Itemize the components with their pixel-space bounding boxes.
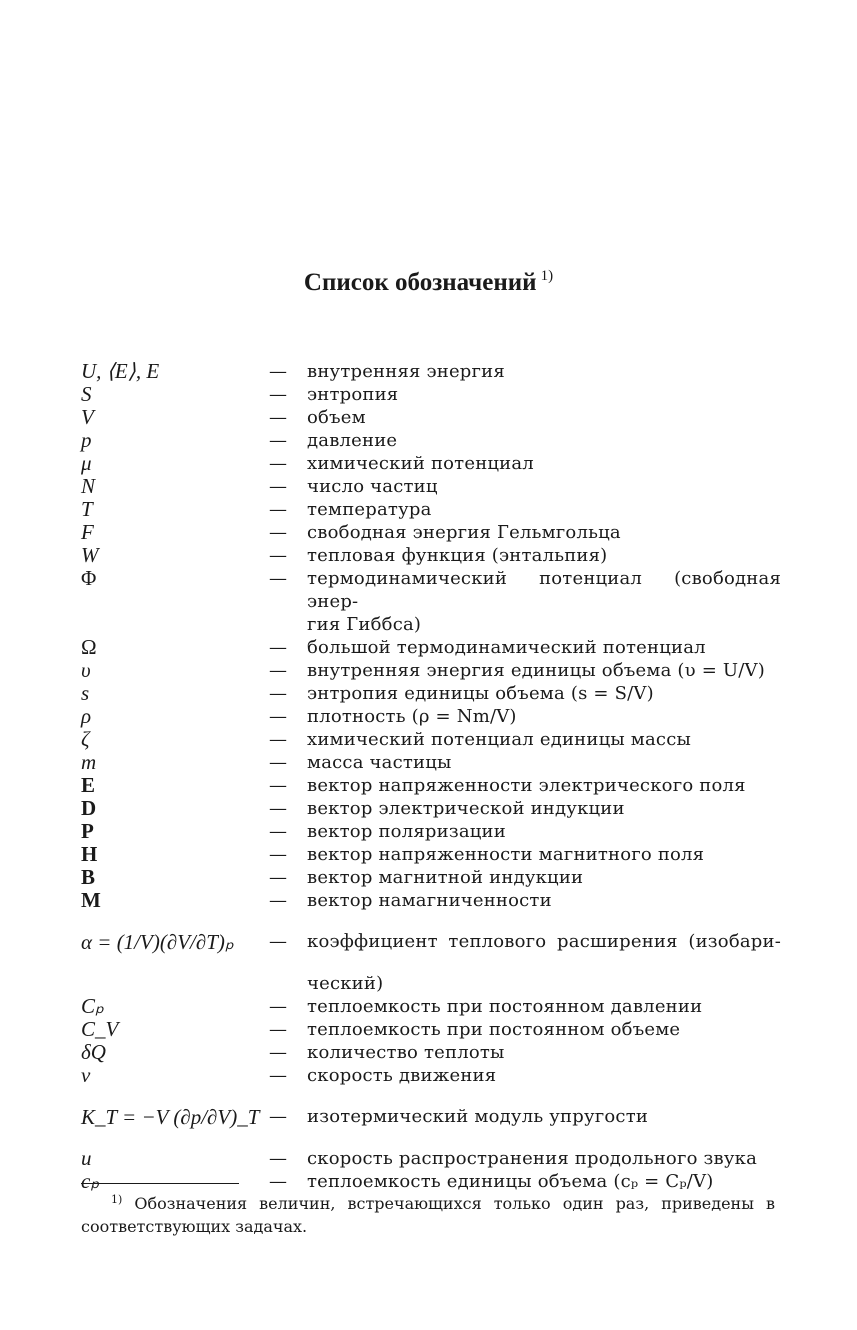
list-item: F — свободная энергия Гельмгольца <box>81 521 781 544</box>
footnote-text: Обозначения величин, встречающихся только один раз, приведены в соответствующих задачах. <box>81 1194 775 1236</box>
title-footnote-mark: 1) <box>540 268 554 284</box>
symbol: υ <box>81 658 91 682</box>
symbol: W <box>81 543 99 567</box>
list-item: m — масса частицы <box>81 751 781 774</box>
symbol: δQ <box>81 1040 106 1064</box>
list-item: U, ⟨E⟩, E — внутренняя энергия <box>81 360 781 383</box>
list-item: Cₚ — теплоемкость при постоянном давлении <box>81 995 781 1018</box>
definition: вектор напряженности магнитного поля <box>307 844 705 865</box>
symbol-formula: K_T = −V (∂p/∂V)_T <box>81 1105 260 1129</box>
definition: большой термодинамический потенциал <box>307 637 706 658</box>
definition: внутренняя энергия единицы объема (υ = U/V) <box>307 660 765 681</box>
definition: масса частицы <box>307 752 452 773</box>
symbol: Cₚ <box>81 994 104 1018</box>
symbol: cₚ <box>81 1169 100 1193</box>
definition: вектор поляризации <box>307 821 506 842</box>
definition: объем <box>307 407 366 428</box>
list-item: α = (1/V)(∂V/∂T)ₚ — коэффициент теплового расширения (изобари- <box>81 912 781 972</box>
definition: внутренняя энергия <box>307 361 505 382</box>
definition: теплоемкость при постоянном давлении <box>307 996 703 1017</box>
notation-list <box>81 360 781 1193</box>
definition: энтропия единицы объема (s = S/V) <box>307 683 654 704</box>
list-item: Φ — термодинамический потенциал (свободная энер- <box>81 566 781 612</box>
symbol: B <box>81 865 96 889</box>
definition: вектор магнитной индукции <box>307 867 584 888</box>
list-item: T — температура <box>81 498 781 521</box>
symbol: H <box>81 842 98 866</box>
symbol: T <box>81 497 93 521</box>
definition: теплоемкость при постоянном объеме <box>307 1019 681 1040</box>
definition: скорость распространения продольного звука <box>307 1148 758 1169</box>
list-item: μ — химический потенциал <box>81 452 781 475</box>
symbol: S <box>81 382 92 406</box>
definition: вектор напряженности электрического поля <box>307 775 746 796</box>
definition-continuation: ческий) <box>307 973 384 994</box>
list-item: v — скорость движения <box>81 1064 781 1087</box>
list-item: p — давление <box>81 429 781 452</box>
definition: количество теплоты <box>307 1042 505 1063</box>
definition: скорость движения <box>307 1065 497 1086</box>
definition-continuation: гия Гиббса) <box>307 614 422 635</box>
symbol: u <box>81 1146 92 1170</box>
list-item: M — вектор намагниченности <box>81 889 781 912</box>
list-item: ρ — плотность (ρ = Nm/V) <box>81 705 781 728</box>
list-item: Ω — большой термодинамический потенциал <box>81 636 781 659</box>
list-item: υ — внутренняя энергия единицы объема (υ = U/V) <box>81 659 781 682</box>
symbol: s <box>81 681 90 705</box>
symbol-formula: α = (1/V)(∂V/∂T)ₚ <box>81 930 234 954</box>
symbol: U, ⟨E⟩, E <box>81 359 160 383</box>
list-item: H — вектор напряженности магнитного поля <box>81 843 781 866</box>
list-item: B — вектор магнитной индукции <box>81 866 781 889</box>
symbol: m <box>81 750 97 774</box>
symbol: ζ <box>81 727 90 751</box>
definition: химический потенциал <box>307 453 534 474</box>
symbol: E <box>81 773 96 797</box>
definition: коэффициент теплового расширения (изобари- <box>307 931 781 952</box>
list-item: cₚ — теплоемкость единицы объема (cₚ = Cₚ/V) <box>81 1170 781 1193</box>
list-item: S — энтропия <box>81 383 781 406</box>
list-item: δQ — количество теплоты <box>81 1041 781 1064</box>
list-item: V — объем <box>81 406 781 429</box>
definition: вектор намагниченности <box>307 890 552 911</box>
symbol: Ω <box>81 635 97 659</box>
list-item-continuation <box>81 613 781 636</box>
footnote <box>81 1188 775 1238</box>
definition: вектор электрической индукции <box>307 798 625 819</box>
symbol: D <box>81 796 97 820</box>
symbol: V <box>81 405 94 429</box>
list-item: K_T = −V (∂p/∂V)_T — изотермический модуль упругости <box>81 1087 781 1147</box>
list-item: C_V — теплоемкость при постоянном объеме <box>81 1018 781 1041</box>
symbol: ρ <box>81 704 92 728</box>
list-item: P — вектор поляризации <box>81 820 781 843</box>
list-item-continuation <box>81 972 781 995</box>
definition: плотность (ρ = Nm/V) <box>307 706 517 727</box>
list-item: ζ — химический потенциал единицы массы <box>81 728 781 751</box>
list-item: D — вектор электрической индукции <box>81 797 781 820</box>
definition: химический потенциал единицы массы <box>307 729 692 750</box>
definition: число частиц <box>307 476 438 497</box>
symbol: N <box>81 474 96 498</box>
symbol: Φ <box>81 566 97 590</box>
definition: давление <box>307 430 398 451</box>
list-item: W — тепловая функция (энтальпия) <box>81 544 781 567</box>
footnote-mark: 1) <box>111 1193 123 1206</box>
list-item: N — число частиц <box>81 475 781 498</box>
definition: изотермический модуль упругости <box>307 1106 649 1127</box>
definition: теплоемкость единицы объема (cₚ = Cₚ/V) <box>307 1171 714 1192</box>
symbol: F <box>81 520 94 544</box>
definition: свободная энергия Гельмгольца <box>307 522 621 543</box>
list-item: E — вектор напряженности электрического поля <box>81 774 781 797</box>
definition: температура <box>307 499 432 520</box>
symbol: p <box>81 428 92 452</box>
list-item: u — скорость распространения продольного звука <box>81 1147 781 1170</box>
page-title: Список обозначений $^{1)}$ <box>303 268 554 296</box>
definition: тепловая функция (энтальпия) <box>307 545 608 566</box>
list-item: s — энтропия единицы объема (s = S/V) <box>81 682 781 705</box>
symbol: C_V <box>81 1017 119 1041</box>
symbol: P <box>81 819 94 843</box>
footnote-rule <box>81 1183 239 1184</box>
definition: термодинамический потенциал (свободная энер- <box>307 568 781 612</box>
symbol: M <box>81 888 101 912</box>
symbol: μ <box>81 451 92 475</box>
symbol: v <box>81 1063 91 1087</box>
definition: энтропия <box>307 384 399 405</box>
